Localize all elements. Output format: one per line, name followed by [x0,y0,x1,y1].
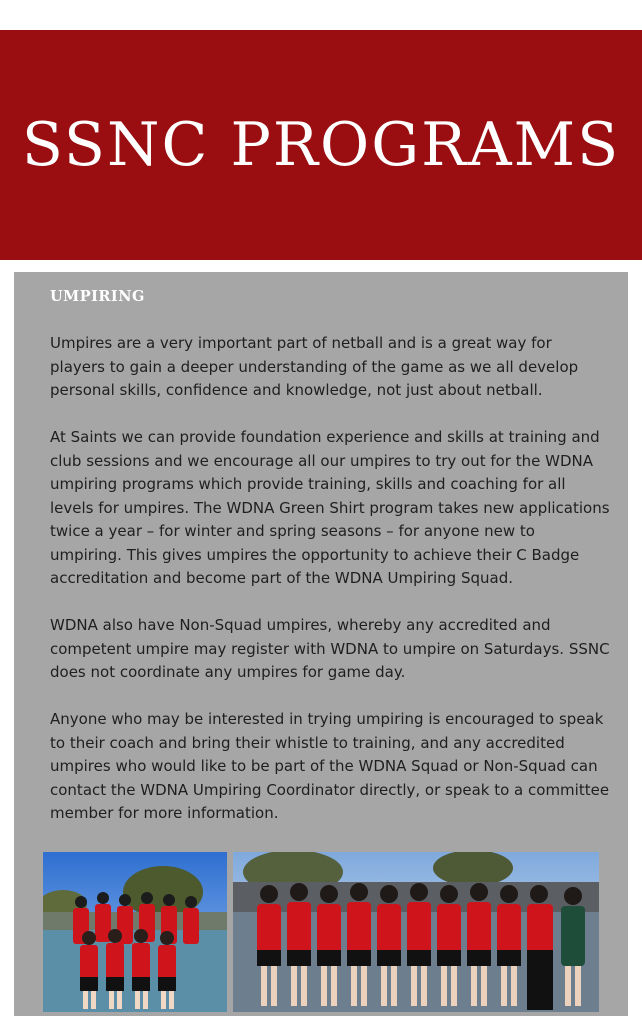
section-label: UMPIRING [50,288,145,305]
team-photo-right [233,852,599,1012]
paragraph: Umpires are a very important part of netball and is a great way for players to gain a deeper understanding of the game as we all develop personal skills, confidence and knowledge, not just about netball. [50,334,579,399]
team-photo-right-image [233,852,599,1012]
content-panel [14,272,628,1016]
page-title: SSNC PROGRAMS [21,110,621,180]
title-banner [0,30,642,260]
paragraph: At Saints we can provide foundation experience and skills at training and club sessions and we encourage all our umpires to try out for the WDNA umpiring programs which provide training, skills and coaching for all levels for umpires. The WDNA Green Shirt program takes new applications twice a year – for winter and spring seasons – for anyone new to umpiring. This gives umpires the opportunity to achieve their C Badge accreditation and become part of the WDNA Umpiring Squad. [50,428,610,587]
paragraph: Anyone who may be interested in trying umpiring is encouraged to speak to their coach and bring their whistle to training, and any accredited umpires who would like to be part of the WDNA Squad or Non-Squad can contact the WDNA Umpiring Coordinator directly, or speak to a committee member for more information. [50,710,610,822]
team-photo-left [43,852,227,1012]
team-photo-left-image [43,852,227,1012]
paragraph: WDNA also have Non-Squad umpires, whereby any accredited and competent umpire may register with WDNA to umpire on Saturdays. SSNC does not coordinate any umpires for game day. [50,616,610,681]
body-text [50,332,610,849]
